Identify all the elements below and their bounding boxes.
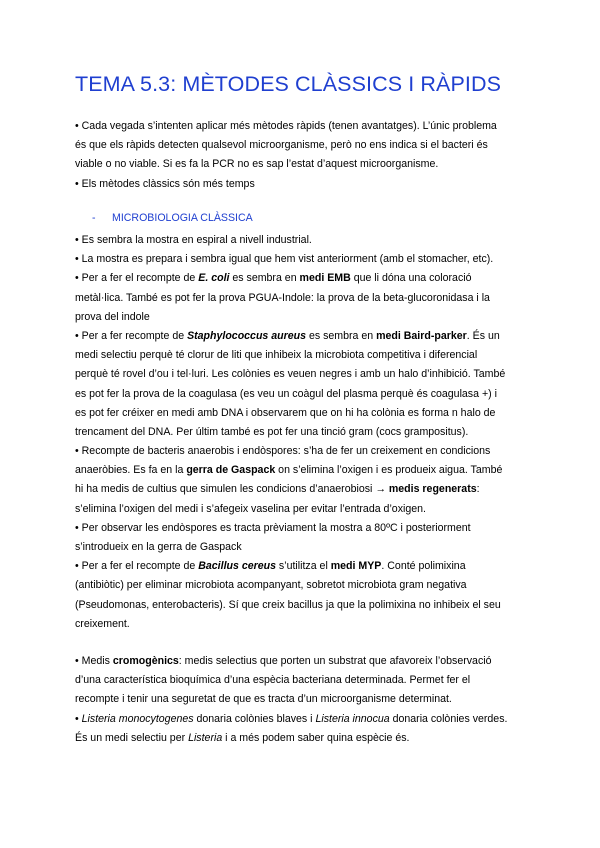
text-line: • Listeria monocytogenes donaria colònies blaves i Listeria innocua donaria colònies verdes. [75,712,508,725]
species-name: Staphylococcus aureus [187,329,306,342]
text-line: • Per observar les endòspores es tracta prèviament la mostra a 80ºC i posteriorment [75,521,471,534]
page-title: TEMA 5.3: MÈTODES CLÀSSICS I RÀPIDS [75,72,502,96]
text-line: viable o no viable. Si es fa la PCR no es sap l’estat d’aquest microorganisme. [75,158,439,171]
text-line: És un medi selectiu per Listeria i a més podem saber quina espècie és. [75,731,410,744]
species-name: Listeria monocytogenes [81,712,194,725]
species-name: E. coli [198,272,230,285]
text-line: • Es sembra la mostra en espiral a nivell industrial. [75,234,312,246]
section-heading-label: MICROBIOLOGIA CLÀSSICA [112,212,253,224]
text-line: és que els ràpids detecten qualsevol microorganisme, però no ens indica si el bacteri és [75,139,488,152]
text-line: • Per a fer el recompte de E. coli es sembra en medi EMB que li dóna una coloració [75,272,472,285]
list-dash: - [92,212,96,224]
chromogenic-section [75,652,520,748]
text-line: (antibiòtic) per eliminar microbiota acompanyant, sobretot microbiota gram negativa [75,579,467,592]
text-line: anaeròbies. Es fa en la gerra de Gaspack on s’elimina l’oxigen i es produeix aigua. També [75,464,503,477]
equipment-name: gerra de Gaspack [186,464,276,477]
text-line: • Cada vegada s’intenten aplicar més mètodes ràpids (tenen avantatges). L’únic problema [75,120,497,132]
text-line: es pot fer créixer en medi amb DNA i observarem que on hi ha colònia es forma n halo de [75,406,496,419]
text-line: • Medis cromogènics: medis selectius que porten un substrat que afavoreix l’observació [75,655,492,667]
text-line: • Els mètodes clàssics són més temps [75,177,255,190]
text-line: es pot fer la prova de la coagulasa (es veu un coàgul del plasma perquè és coagulasa +) i [75,387,497,400]
medium-name: medi EMB [299,272,351,285]
species-name: Listeria innocua [315,712,390,725]
text-line: d’una característica bioquímica d’una espècia bacteriana determinada. Permet fer el [75,674,471,687]
text-line: perquè té rovel d’ou i tel·luri. Les colònies es veuen negres i amb un halo d’inhibició. També [75,368,506,381]
text-line: prova del indole [75,310,150,323]
text-line: creixement. [75,617,130,630]
classic-section [75,231,520,634]
medium-name: medis regenerats [388,483,477,496]
text-line: medi selectiu perquè té clorur de liti que inhibeix la microbiota competitiva i diferencial [75,349,478,362]
text-line: (Pseudomonas, enterobacteris). Sí que creix bacillus ja que la polimixina no inhibeix el seu [75,598,501,611]
text-line: trencament del DNA. Per últim també es pot fer una tinció gram (cocs grampositus). [75,425,469,438]
text-line: • Recompte de bacteris anaerobis i endòspores: s’ha de fer un creixement en condicions [75,445,491,458]
text-line: • Per a fer el recompte de Bacillus cereus s’utilitza el medi MYP. Conté polimixina [75,560,466,573]
text-line: recompte i tenir una seguretat de que es tracta d’un microorganisme determinat. [75,693,452,706]
medium-name: medi MYP [330,560,382,573]
species-name: Listeria [188,731,223,744]
text-line: s’elimina l’oxigen del medi i s’afegeix vaselina per evitar l’entrada d’oxigen. [75,502,426,515]
term-name: cromogènics [112,655,179,667]
intro-paragraph [75,117,520,194]
text-line: hi ha medis de cultius que simulen les condicions d’anaerobiosi → medis regenerats: [75,483,480,496]
section-heading [92,212,253,224]
text-line: s’introdueix en la gerra de Gaspack [75,541,242,553]
text-line: • Per a fer recompte de Staphylococcus aureus es sembra en medi Baird-parker. És un [75,329,500,342]
text-line: • La mostra es prepara i sembra igual que hem vist anteriorment (amb el stomacher, etc). [75,253,494,266]
species-name: Bacillus cereus [198,560,276,573]
text-line: metàl·lica. També es pot fer la prova PGUA-Indole: la prova de la beta-glucoronidasa i la [75,291,490,304]
medium-name: medi Baird-parker [376,329,467,342]
